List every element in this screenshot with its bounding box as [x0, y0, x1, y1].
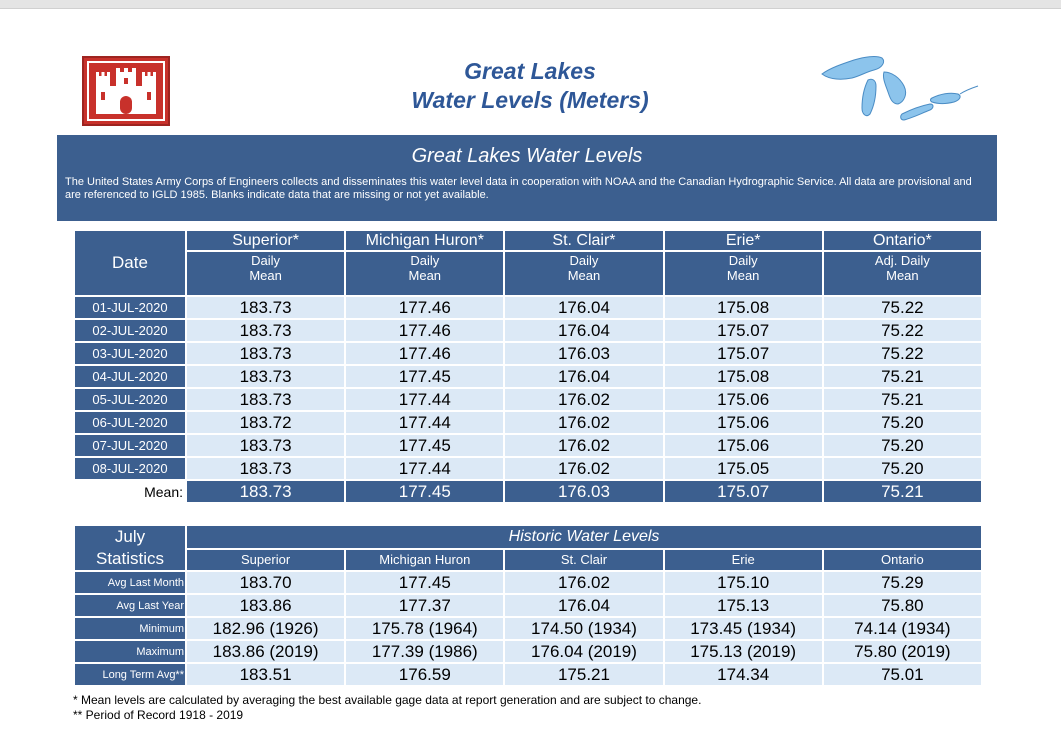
- stats-value-cell: 175.10: [665, 572, 822, 593]
- footnote-period-of-record: ** Period of Record 1918 - 2019: [73, 708, 244, 722]
- value-cell: 175.08: [665, 366, 822, 387]
- table-row: [75, 389, 981, 410]
- value-cell: 75.20: [824, 412, 981, 433]
- viewer-top-bar: [0, 0, 1061, 9]
- date-cell: 07-JUL-2020: [75, 435, 185, 456]
- stats-header-erie: Erie: [665, 550, 822, 570]
- mean-value-cell: 75.21: [824, 481, 981, 502]
- value-cell: 75.22: [824, 297, 981, 318]
- lake-header-michigan-huron: Michigan Huron*: [346, 231, 503, 250]
- stats-value-cell: 183.86: [187, 595, 344, 616]
- date-cell: 03-JUL-2020: [75, 343, 185, 364]
- stats-header-st-clair: St. Clair: [505, 550, 662, 570]
- footnotes: [73, 693, 701, 723]
- value-cell: 177.44: [346, 389, 503, 410]
- value-cell: 175.06: [665, 389, 822, 410]
- table-row: [75, 458, 981, 479]
- stats-row-label: Avg Last Month: [75, 572, 185, 593]
- value-cell: 176.02: [505, 412, 662, 433]
- stats-value-cell: 176.04 (2019): [505, 641, 662, 662]
- mean-value-cell: 177.45: [346, 481, 503, 502]
- value-cell: 177.44: [346, 412, 503, 433]
- value-cell: 177.45: [346, 435, 503, 456]
- value-cell: 177.45: [346, 366, 503, 387]
- stats-value-cell: 182.96 (1926): [187, 618, 344, 639]
- value-cell: 183.73: [187, 435, 344, 456]
- subheader-line: Mean: [726, 268, 760, 283]
- value-cell: 176.02: [505, 458, 662, 479]
- value-cell: 183.73: [187, 458, 344, 479]
- stats-label-line-1: July: [114, 527, 146, 546]
- date-cell: 06-JUL-2020: [75, 412, 185, 433]
- banner-description: The United States Army Corps of Engineers collects and disseminates this water level data in cooperation with NOAA and the Canadian Hydrographic Service. All data are provisional and are referenced to IGLD 1985. Blanks indicate data that are missing or not yet available.: [65, 176, 972, 201]
- mean-value-cell: 183.73: [187, 481, 344, 502]
- stats-row: [75, 572, 981, 593]
- stats-value-cell: 183.51: [187, 664, 344, 685]
- date-cell: 01-JUL-2020: [75, 297, 185, 318]
- subheader-line: Adj. Daily: [874, 253, 930, 268]
- subheader-michigan-huron: [346, 252, 503, 295]
- stats-label-line-2: Statistics: [95, 549, 165, 568]
- stats-value-cell: 176.04: [505, 595, 662, 616]
- subheader-line: Daily: [410, 253, 440, 268]
- value-cell: 176.04: [505, 297, 662, 318]
- value-cell: 175.08: [665, 297, 822, 318]
- stats-value-cell: 74.14 (1934): [824, 618, 981, 639]
- stats-value-cell: 174.50 (1934): [505, 618, 662, 639]
- stats-row-label: Avg Last Year: [75, 595, 185, 616]
- info-banner: [57, 135, 997, 221]
- stats-row-label: Maximum: [75, 641, 185, 662]
- stats-value-cell: 177.37: [346, 595, 503, 616]
- stats-value-cell: 176.59: [346, 664, 503, 685]
- value-cell: 75.20: [824, 458, 981, 479]
- subheader-line: Daily: [569, 253, 599, 268]
- stats-value-cell: 75.29: [824, 572, 981, 593]
- july-statistics-table: [73, 524, 983, 687]
- subheader-line: Daily: [251, 253, 281, 268]
- page-title: [330, 57, 730, 115]
- date-cell: 02-JUL-2020: [75, 320, 185, 341]
- value-cell: 175.07: [665, 343, 822, 364]
- stats-row-label: Minimum: [75, 618, 185, 639]
- stats-value-cell: 173.45 (1934): [665, 618, 822, 639]
- value-cell: 75.20: [824, 435, 981, 456]
- stats-value-cell: 175.13 (2019): [665, 641, 822, 662]
- lake-header-superior: Superior*: [187, 231, 344, 250]
- stats-value-cell: 175.21: [505, 664, 662, 685]
- mean-value-cell: 175.07: [665, 481, 822, 502]
- subheader-superior: [187, 252, 344, 295]
- subheader-erie: [665, 252, 822, 295]
- stats-value-cell: 183.70: [187, 572, 344, 593]
- great-lakes-map-icon: [820, 50, 980, 132]
- lake-header-erie: Erie*: [665, 231, 822, 250]
- value-cell: 177.46: [346, 297, 503, 318]
- stats-value-cell: 177.39 (1986): [346, 641, 503, 662]
- subheader-st-clair: [505, 252, 662, 295]
- stats-value-cell: 75.80: [824, 595, 981, 616]
- table-row: [75, 435, 981, 456]
- value-cell: 177.46: [346, 343, 503, 364]
- stats-value-cell: 75.01: [824, 664, 981, 685]
- stats-value-cell: 183.86 (2019): [187, 641, 344, 662]
- value-cell: 75.22: [824, 320, 981, 341]
- historic-levels-title: Historic Water Levels: [187, 526, 981, 548]
- subheader-line: Mean: [408, 268, 442, 283]
- july-statistics-label: [75, 526, 185, 570]
- subheader-line: Mean: [886, 268, 919, 283]
- value-cell: 183.73: [187, 297, 344, 318]
- value-cell: 183.72: [187, 412, 344, 433]
- value-cell: 75.21: [824, 366, 981, 387]
- stats-row: [75, 641, 981, 662]
- table-row: [75, 343, 981, 364]
- value-cell: 177.46: [346, 320, 503, 341]
- stats-value-cell: 176.02: [505, 572, 662, 593]
- value-cell: 175.06: [665, 435, 822, 456]
- table-row: [75, 412, 981, 433]
- value-cell: 183.73: [187, 366, 344, 387]
- mean-value-cell: 176.03: [505, 481, 662, 502]
- footnote-mean-levels: * Mean levels are calculated by averaging the best available gage data at report generation and are subject to change.: [73, 693, 702, 707]
- value-cell: 177.44: [346, 458, 503, 479]
- banner-title: Great Lakes Water Levels: [411, 145, 643, 167]
- stats-value-cell: 175.78 (1964): [346, 618, 503, 639]
- subheader-ontario: [824, 252, 981, 295]
- value-cell: 176.04: [505, 366, 662, 387]
- mean-label: Mean:: [75, 481, 185, 502]
- title-line-2: Water Levels (Meters): [411, 87, 649, 113]
- lake-header-st-clair: St. Clair*: [505, 231, 662, 250]
- value-cell: 176.02: [505, 389, 662, 410]
- stats-row: [75, 618, 981, 639]
- stats-row: [75, 595, 981, 616]
- stats-value-cell: 177.45: [346, 572, 503, 593]
- date-column-header: Date: [75, 231, 185, 295]
- title-line-1: Great Lakes: [464, 58, 596, 84]
- date-cell: 08-JUL-2020: [75, 458, 185, 479]
- stats-header-ontario: Ontario: [824, 550, 981, 570]
- value-cell: 175.06: [665, 412, 822, 433]
- value-cell: 183.73: [187, 320, 344, 341]
- value-cell: 75.21: [824, 389, 981, 410]
- value-cell: 176.02: [505, 435, 662, 456]
- usace-castle-logo-icon: [82, 56, 170, 126]
- daily-levels-table: [73, 229, 983, 504]
- mean-row: [75, 481, 981, 502]
- stats-value-cell: 175.13: [665, 595, 822, 616]
- value-cell: 176.03: [505, 343, 662, 364]
- date-cell: 05-JUL-2020: [75, 389, 185, 410]
- value-cell: 176.04: [505, 320, 662, 341]
- value-cell: 183.73: [187, 343, 344, 364]
- value-cell: 183.73: [187, 389, 344, 410]
- subheader-line: Mean: [249, 268, 282, 283]
- stats-row-label: Long Term Avg**: [75, 664, 185, 685]
- table-row: [75, 320, 981, 341]
- date-cell: 04-JUL-2020: [75, 366, 185, 387]
- stats-value-cell: 174.34: [665, 664, 822, 685]
- lake-header-ontario: Ontario*: [824, 231, 981, 250]
- table-row: [75, 297, 981, 318]
- value-cell: 175.07: [665, 320, 822, 341]
- subheader-line: Daily: [728, 253, 758, 268]
- stats-value-cell: 75.80 (2019): [824, 641, 981, 662]
- subheader-line: Mean: [567, 268, 601, 283]
- stats-row: [75, 664, 981, 685]
- value-cell: 75.22: [824, 343, 981, 364]
- stats-header-superior: Superior: [187, 550, 344, 570]
- value-cell: 175.05: [665, 458, 822, 479]
- stats-header-michigan-huron: Michigan Huron: [346, 550, 503, 570]
- table-row: [75, 366, 981, 387]
